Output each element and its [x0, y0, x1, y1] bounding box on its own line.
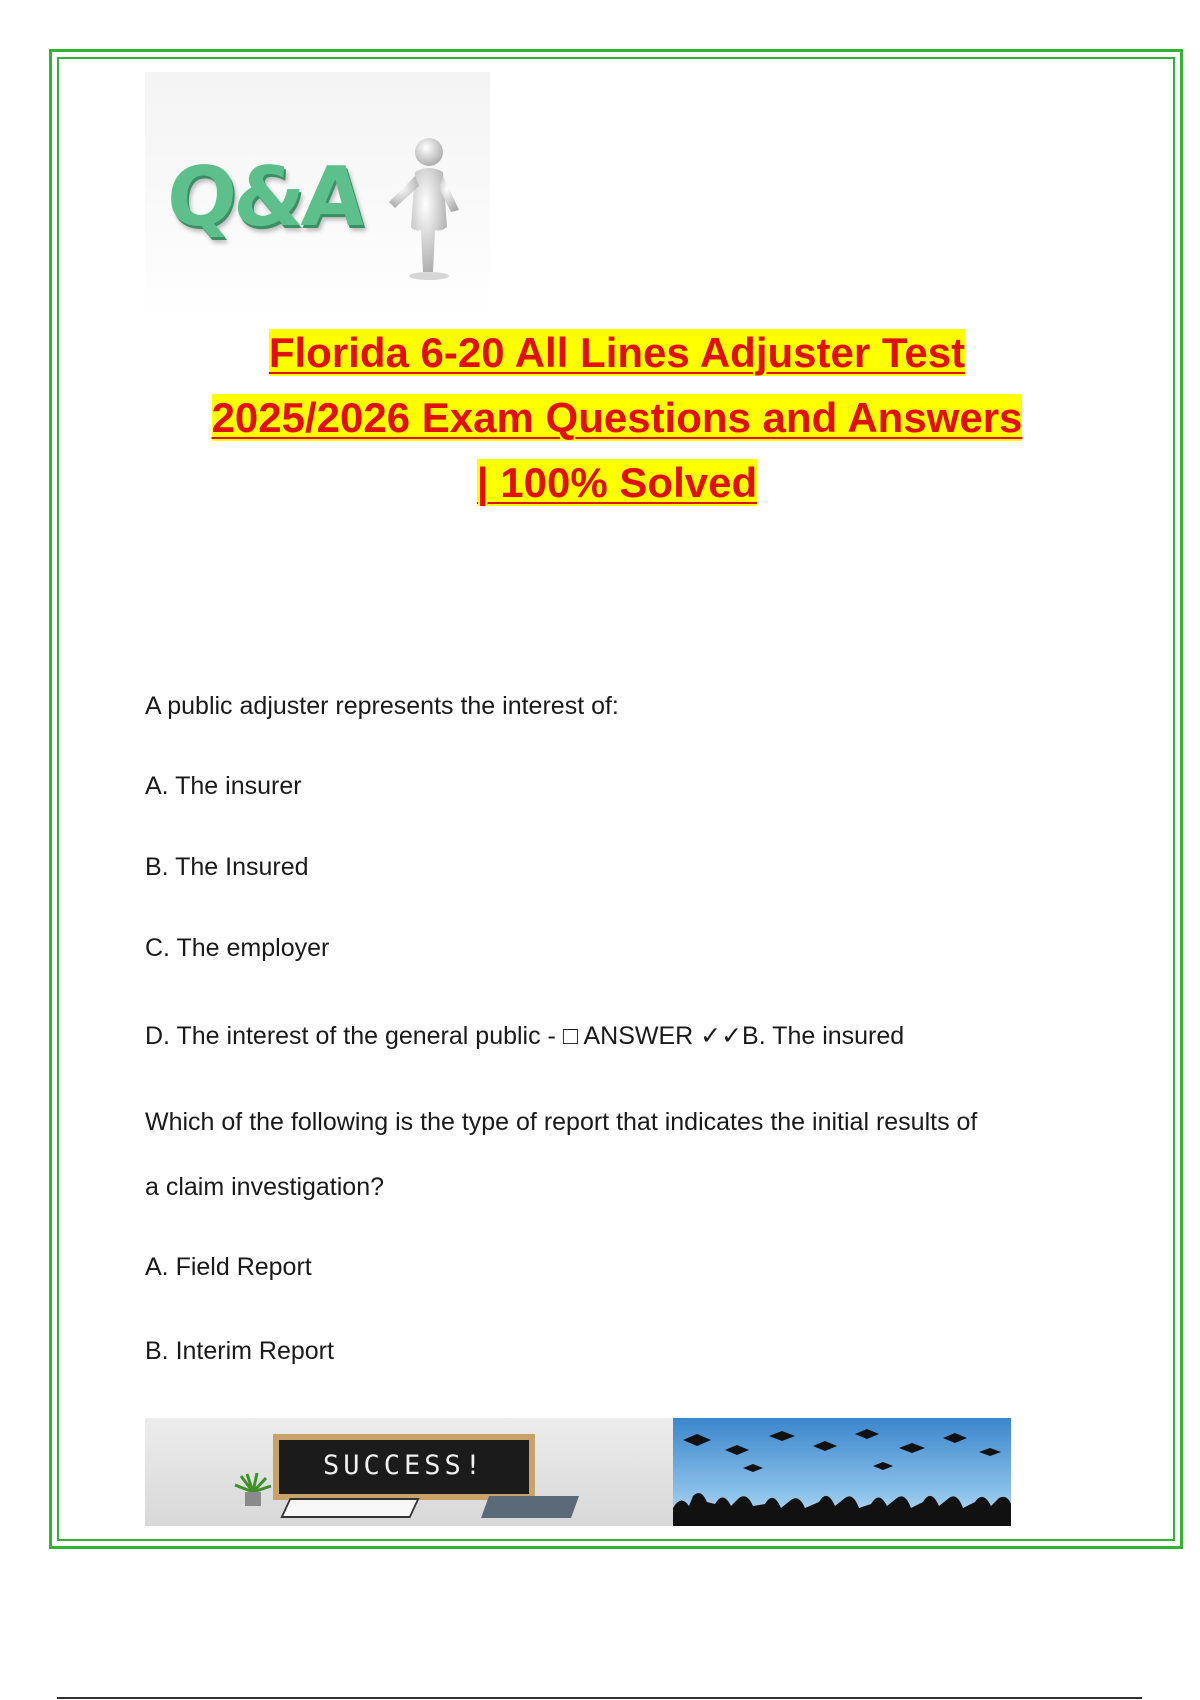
calculator-icon [481, 1496, 579, 1518]
person-figure-icon [385, 132, 465, 282]
question-1-option-d-answer: D. The interest of the general public - □ ANSWER ✓✓B. The insured [145, 1022, 905, 1050]
question-2-option-b: B. Interim Report [145, 1337, 334, 1365]
qa-logo-text: Q&A [163, 150, 367, 245]
success-banner-image [145, 1418, 673, 1526]
question-1-option-a: A. The insurer [145, 772, 302, 800]
question-1-option-b: B. The Insured [145, 853, 309, 881]
title-line-1: Florida 6-20 All Lines Adjuster Test [268, 329, 966, 376]
title-line-3: | 100% Solved [476, 459, 758, 506]
question-1-option-c: C. The employer [145, 934, 330, 962]
chalkboard [273, 1434, 535, 1500]
question-2-prompt-line-1: Which of the following is the type of report that indicates the initial results of [145, 1108, 978, 1136]
chalkboard-text: SUCCESS! [322, 1450, 486, 1481]
question-2-option-a: A. Field Report [145, 1253, 312, 1281]
question-2-prompt-line-2: a claim investigation? [145, 1173, 385, 1201]
qa-logo-image [145, 72, 490, 320]
footer-rule [57, 1697, 1142, 1699]
question-1-prompt: A public adjuster represents the interest of: [145, 692, 619, 720]
tablet-icon [280, 1498, 419, 1518]
title-line-2: 2025/2026 Exam Questions and Answers [211, 394, 1023, 441]
graduation-caps-icon [673, 1418, 1011, 1526]
plant-icon [233, 1472, 273, 1506]
document-title [120, 320, 1114, 515]
graduation-banner-image [673, 1418, 1011, 1526]
